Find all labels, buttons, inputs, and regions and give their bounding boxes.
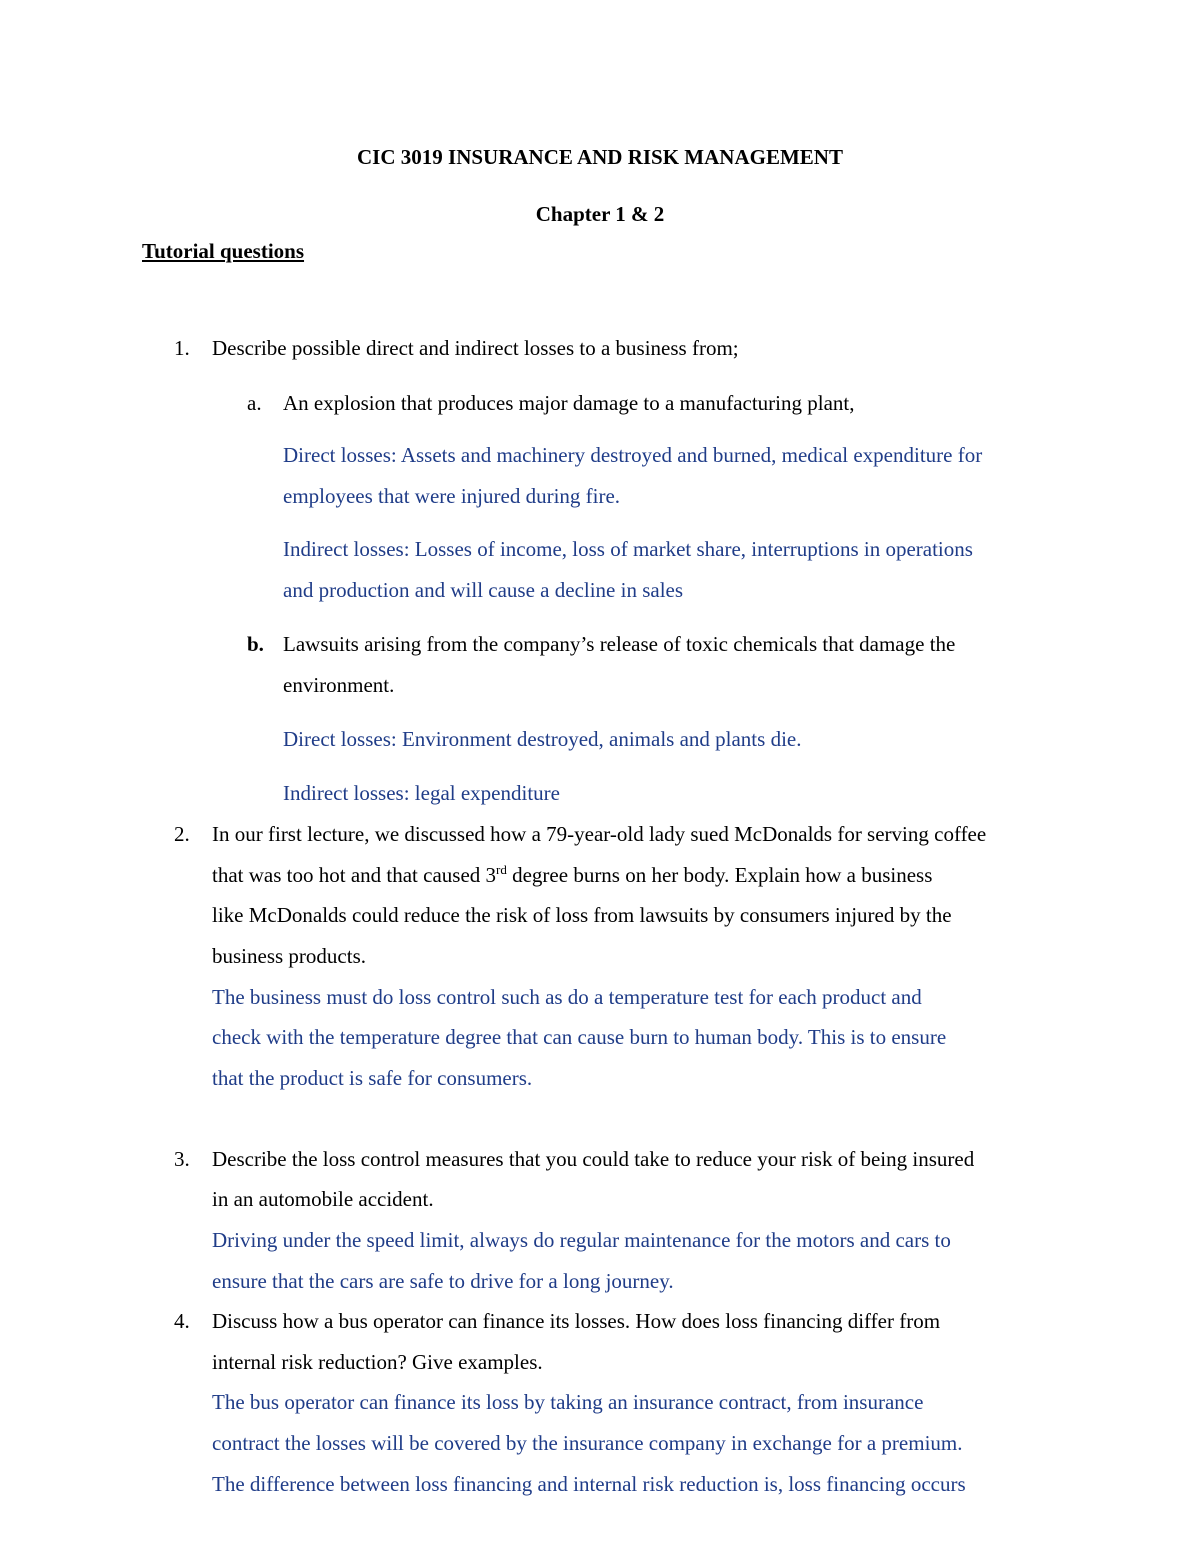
q3-number: 3. [174,1147,190,1171]
q1a-direct-line-2: employees that were injured during fire. [283,484,621,508]
q1-text: Describe possible direct and indirect losses to a business from; [212,336,739,360]
q4-answer-line-3: The difference between loss financing and internal risk reduction is, loss financing occurs [212,1472,966,1496]
q1b-indirect: Indirect losses: legal expenditure [283,781,560,805]
q3-line-2: in an automobile accident. [212,1187,434,1211]
section-heading: Tutorial questions [142,239,305,263]
q1a-indirect-line-2: and production and will cause a decline in sales [283,578,684,602]
q1a-marker: a. [247,391,262,415]
document-title: CIC 3019 INSURANCE AND RISK MANAGEMENT [357,145,843,169]
q4-line-2: internal risk reduction? Give examples. [212,1350,543,1374]
q3-answer-line-2: ensure that the cars are safe to drive for a long journey. [212,1269,674,1293]
q4-line-1: Discuss how a bus operator can finance its losses. How does loss financing differ from [212,1309,941,1333]
q1b-text-line-2: environment. [283,673,395,697]
q2-number: 2. [174,822,190,846]
q4-answer-line-2: contract the losses will be covered by the insurance company in exchange for a premium. [212,1431,963,1455]
q2-line-2-pre: that was too hot and that caused 3 [212,863,497,887]
q1b-direct: Direct losses: Environment destroyed, animals and plants die. [283,727,802,751]
q1b-text-line-1: Lawsuits arising from the company’s release of toxic chemicals that damage the [283,632,956,656]
q4-number: 4. [174,1309,190,1333]
q1-number: 1. [174,336,190,360]
q2-line-2-superscript: rd [496,862,507,877]
q2-answer-line-3: that the product is safe for consumers. [212,1066,533,1090]
q1a-indirect-line-1: Indirect losses: Losses of income, loss of market share, interruptions in operations [283,537,973,561]
q1a-text: An explosion that produces major damage to a manufacturing plant, [283,391,855,415]
q2-answer-line-1: The business must do loss control such as do a temperature test for each product and [212,985,922,1009]
q1a-direct-line-1: Direct losses: Assets and machinery destroyed and burned, medical expenditure for [283,443,983,467]
q1b-marker: b. [247,632,264,656]
q2-line-2 [212,861,932,889]
q2-line-1: In our first lecture, we discussed how a 79-year-old lady sued McDonalds for serving coffee [212,822,987,846]
q3-line-1: Describe the loss control measures that you could take to reduce your risk of being insured [212,1147,975,1171]
q2-answer-line-2: check with the temperature degree that can cause burn to human body. This is to ensure [212,1025,947,1049]
q2-line-3: like McDonalds could reduce the risk of loss from lawsuits by consumers injured by the [212,903,952,927]
q2-line-2-post: degree burns on her body. Explain how a business [506,863,933,887]
q4-answer-line-1: The bus operator can finance its loss by taking an insurance contract, from insurance [212,1390,924,1414]
q3-answer-line-1: Driving under the speed limit, always do regular maintenance for the motors and cars to [212,1228,951,1252]
chapter-heading: Chapter 1 & 2 [535,202,665,226]
q2-line-4: business products. [212,944,366,968]
